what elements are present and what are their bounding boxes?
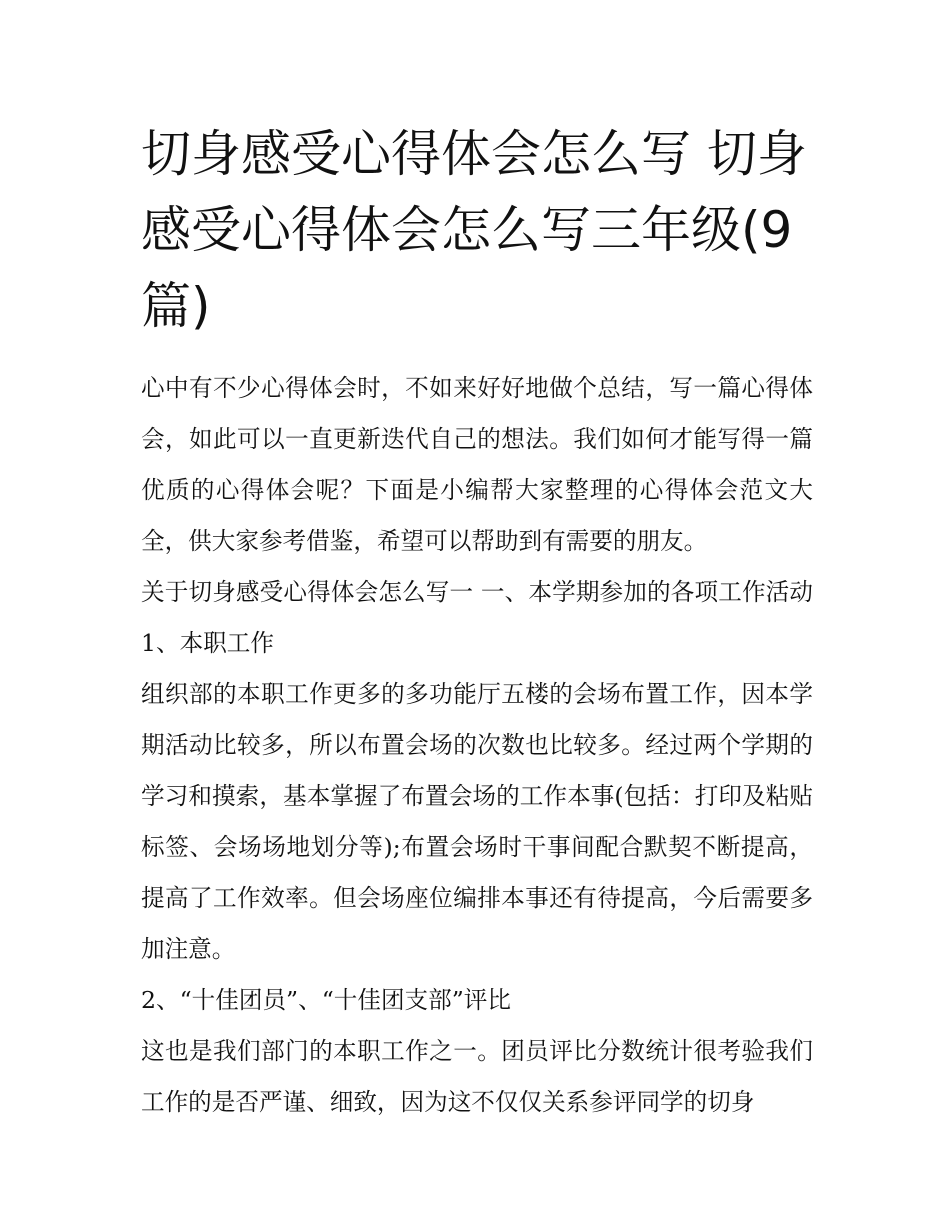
- paragraph-section-heading: 关于切身感受心得体会怎么写一 一、本学期参加的各项工作活动 1、本职工作: [141, 578, 813, 657]
- paragraph-intro: 心中有不少心得体会时，不如来好好地做个总结，写一篇心得体会，如此可以一直更新迭代自己的想法。我们如何才能写得一篇优质的心得体会呢？下面是小编帮大家整理的心得体会范文大全，供大家参考借鉴，希望可以帮助到有需要的朋友。: [141, 374, 813, 555]
- document-title: 切身感受心得体会怎么写 切身感受心得体会怎么写三年级(9篇): [141, 125, 807, 335]
- paragraph-body: 组织部的本职工作更多的多功能厅五楼的会场布置工作，因本学期活动比较多，所以布置会场的次数也比较多。经过两个学期的学习和摸索，基本掌握了布置会场的工作本事(包括：打印及粘贴标签、会场场地划分等);布置会场时干事间配合默契不断提高，提高了工作效率。但会场座位编排本事还有待提高，今后需要多加注意。: [141, 680, 813, 963]
- document-body: [141, 116, 813, 1128]
- paragraph-body: 这也是我们部门的本职工作之一。团员评比分数统计很考验我们工作的是否严谨、细致，因为这不仅仅关系参评同学的切身: [141, 1037, 813, 1116]
- paragraph-subheading: 2、“十佳团员”、“十佳团支部”评比: [141, 986, 511, 1014]
